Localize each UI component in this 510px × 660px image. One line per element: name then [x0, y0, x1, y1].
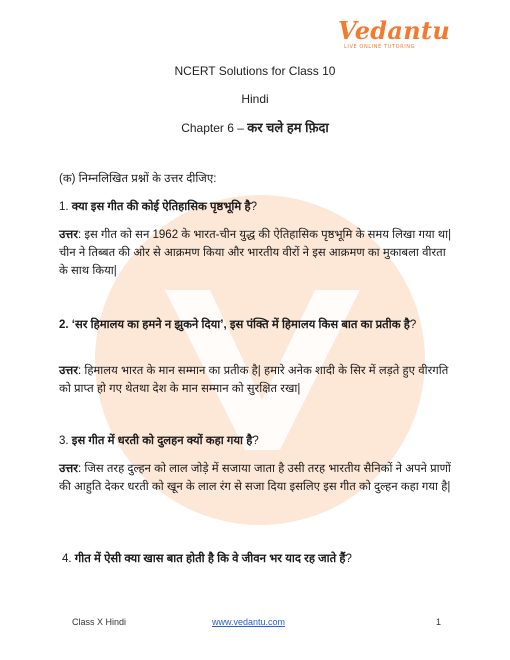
question-1 — [59, 198, 456, 216]
chapter-prefix: Chapter 6 – — [181, 121, 244, 135]
question-text: गीत में ऐसी क्या खास बात होती है कि वे जीवन भर याद रह जाते हैं — [74, 553, 346, 565]
question-number: 4. — [62, 553, 72, 565]
footer-class-label: Class X Hindi — [72, 617, 127, 627]
question-mark: ? — [250, 201, 257, 213]
answer-label: उत्तर — [59, 229, 78, 241]
document-title: NCERT Solutions for Class 10 — [174, 64, 336, 78]
answer-1 — [59, 226, 456, 280]
section-heading: (क) निम्नलिखित प्रश्नों के उत्तर दीजिए: — [59, 173, 217, 185]
question-number: 1. — [59, 201, 69, 213]
question-mark: ? — [409, 319, 417, 331]
question-mark: ? — [345, 553, 352, 565]
answer-2 — [59, 362, 456, 398]
answer-label: उत्तर — [59, 365, 78, 377]
question-4 — [62, 550, 459, 568]
chapter-name: कर चले हम फ़िदा — [247, 120, 329, 135]
answer-3 — [59, 460, 456, 496]
vedantu-logo[interactable] — [338, 16, 458, 56]
answer-text: : जिस तरह दुल्हन को लाल जोड़े में सजाया जाता है उसी तरह भारतीय सैनिकों ने अपने प्राणों की आहुति देकर धरती को खून के लाल रंग से सजा दिया इसलिए इस गीत को दुल्हन कहा गया है| — [59, 463, 451, 493]
question-number: 3. — [59, 435, 69, 447]
answer-text: : इस गीत को सन 1962 के भारत-चीन युद्ध की ऐतिहासिक पृष्ठभूमि के समय लिखा गया था| चीन ने तिब्बत की ओर से आक्रमण किया और भारतीय वीरों ने इस आक्रमण का मुकाबला वीरता के साथ किया| — [59, 229, 452, 277]
question-3 — [59, 432, 456, 450]
logo-wordmark: Vedantu — [338, 16, 451, 45]
question-text: ‘सर हिमालय का हमने न झुकने दिया’, इस पंक्ति में हिमालय किस बात का प्रतीक है — [71, 319, 410, 331]
logo-tagline: LIVE ONLINE TUTORING — [344, 44, 416, 50]
answer-label: उत्तर — [59, 463, 78, 475]
question-2 — [59, 316, 456, 334]
chapter-heading — [0, 118, 510, 136]
question-text: क्या इस गीत की कोई ऐतिहासिक पृष्ठभूमि है — [71, 201, 251, 213]
question-text: इस गीत में धरती को दुलहन क्यों कहा गया है — [71, 435, 253, 447]
page-number: 1 — [436, 617, 442, 627]
answer-text: : हिमालय भारत के मान सम्मान का प्रतीक है| हमारे अनेक शादी के सिर में लड़ते हुए वीरगति को प्राप्त हो गए थेतथा देश के मान सम्मान को सुरक्षित रखा| — [59, 365, 449, 395]
question-mark: ? — [252, 435, 259, 447]
subject-name: Hindi — [241, 92, 269, 106]
question-number: 2. — [59, 319, 69, 331]
footer-website-link[interactable]: www.vedantu.com — [212, 617, 286, 627]
